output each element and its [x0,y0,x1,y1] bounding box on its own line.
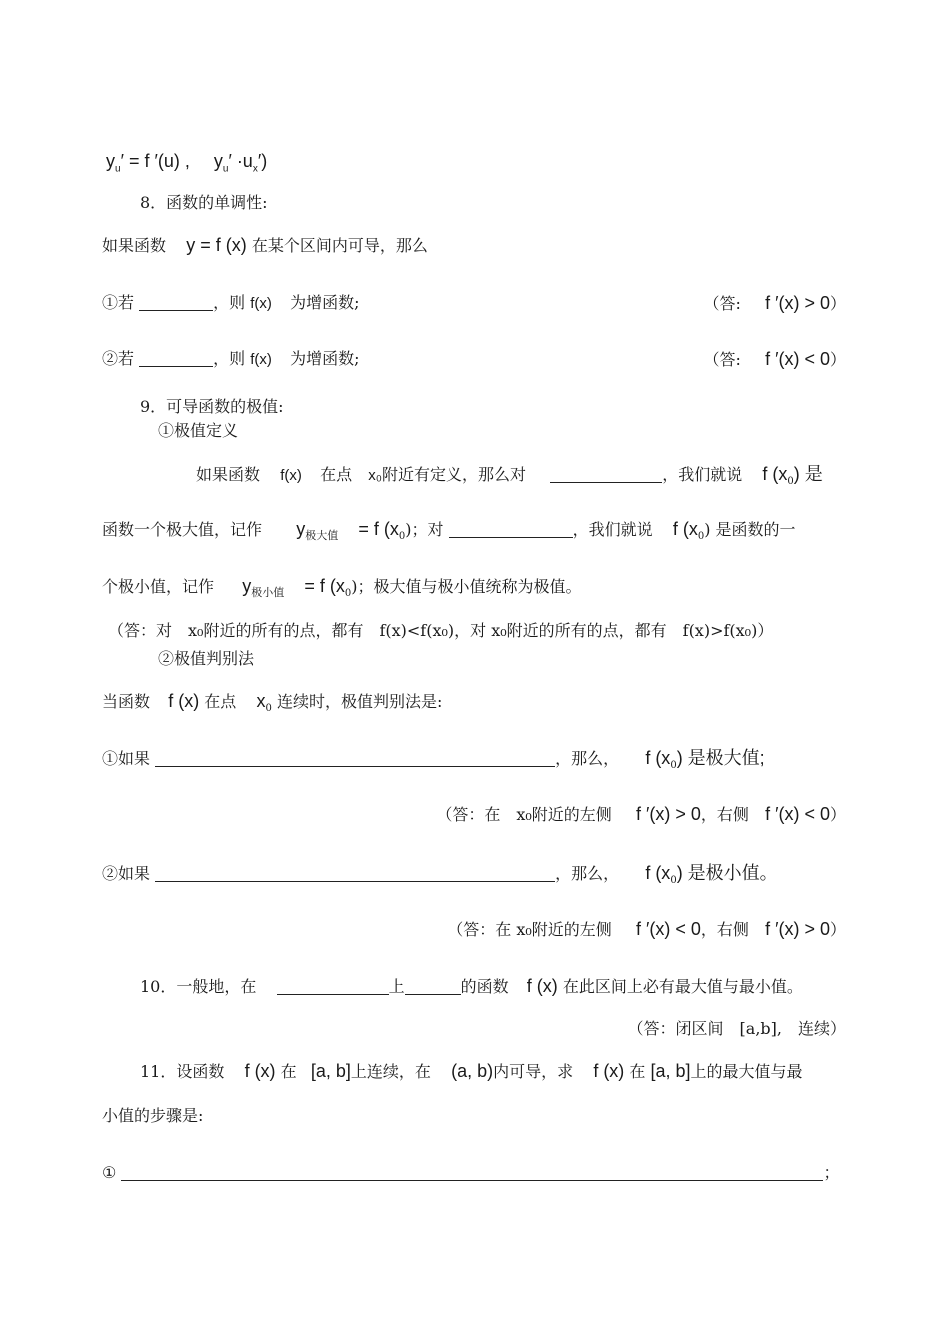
text: 11．设函数 [140,1062,225,1081]
section-10 [140,975,950,998]
formula-part: ′) [257,151,268,171]
text: ，右侧 [700,920,749,939]
section-8-item-1 [102,292,950,315]
formula: x₀ [368,467,382,484]
formula-sub: 0 [265,703,272,715]
section-8-intro [102,234,950,257]
formula: f ′(x) < 0 [636,919,701,939]
text: 为增函数; [290,349,360,368]
text: 连续时，极值判别法是: [276,692,443,711]
formula: f (x [672,519,698,539]
text: ） [829,920,846,939]
text: ) 是函数的一 [704,520,796,539]
formula: f ′(x) > 0 [765,919,830,939]
definition-line-3 [102,575,950,605]
criterion-max [102,747,950,777]
text: 上连续，在 [350,1062,431,1081]
text: ； [823,1163,840,1182]
answer-blank[interactable] [405,978,461,995]
answer-text: （答：闭区间 [a,b], 连续） [627,1019,846,1038]
answer-1 [704,292,847,315]
formula: f (x) [168,691,200,711]
text: 函数一个极大值，记作 [102,520,263,539]
text: 为增函数; [290,293,360,312]
formula: f ′(x) < 0 [765,804,830,824]
definition-line-2 [102,518,950,548]
formula: f ′(x) > 0 [765,293,830,313]
section-9-subtitle-2: ②极值判别法 [158,649,255,668]
formula: f ′(x) > 0 [636,804,701,824]
answer-blank[interactable] [121,1164,823,1181]
section-11 [140,1060,950,1083]
formula: (a, b) [451,1061,494,1081]
answer-blank[interactable] [155,865,555,882]
text: ①若 [102,293,135,312]
text: 如果函数 [102,236,167,255]
text: 10．一般地，在 [140,977,257,996]
formula: f(x) [250,351,272,368]
text: 在点 [204,692,237,711]
formula: = f (x [304,576,345,596]
text: ，右侧 [700,805,749,824]
text: ） [829,294,846,313]
text: ） [829,350,846,369]
answer-label: （答: [703,350,741,369]
text: ②若 [102,349,135,368]
answer-blank[interactable] [155,750,555,767]
text: 在点 [320,465,353,484]
text: 在此区间上必有最大值与最小值。 [562,977,803,996]
section-9-subtitle-1: ①极值定义 [158,421,239,440]
text: 在 [629,1062,646,1081]
text: ，那么， [555,864,620,883]
formula-sub: u [115,163,121,175]
formula-sub: 0 [787,476,794,488]
text: ②如果 [102,864,151,883]
text: 上 [388,977,405,996]
text: 如果函数 [196,465,261,484]
section-8-title: 8．函数的单调性: [140,193,268,212]
section-9-title: 9．可导函数的极值: [140,397,284,416]
definition-answer: （答：对 x₀附近的所有的点，都有 f(x)<f(x₀)，对 x₀附近的所有的点，都有 f(x)>f(x₀)） [108,621,774,640]
formula: y [242,576,252,596]
text: （答：在 x₀附近的左侧 [436,805,612,824]
section-11-cont: 小值的步骤是: [102,1106,204,1125]
text: )；对 [405,520,444,539]
definition-line-1 [196,463,950,493]
formula-sub: u [222,163,229,175]
text: 上的最大值与最 [690,1062,803,1081]
formula: f (x [645,748,671,768]
answer-2 [704,348,847,371]
criterion-min [102,862,950,892]
text: （答：在 x₀附近的左侧 [447,920,612,939]
formula: f (x [762,464,788,484]
formula: x [256,691,266,711]
formula: f ′(x) < 0 [765,349,830,369]
text: 附近有定义，那么对 [382,465,527,484]
formula: ) 是 [793,464,823,484]
formula: f (x) [244,1061,276,1081]
text: ） [829,805,846,824]
chain-rule-formula [106,150,950,181]
answer-blank[interactable] [550,466,662,483]
text: ① [102,1163,117,1182]
text: ，则 [213,293,246,312]
text: 在某个区间内可导，那么 [251,236,428,255]
text: )；极大值与极小值统称为极值。 [351,577,582,596]
text: 当函数 [102,692,151,711]
formula-sub: 0 [697,531,705,543]
answer-blank[interactable] [139,350,213,367]
formula: f (x [645,863,671,883]
formula-part: ′ = f ′(u) , [120,151,190,171]
formula: ) 是极大值; [676,748,765,768]
formula-part: ′ ·u [228,151,253,171]
formula: f(x) [280,467,302,484]
formula: f (x) [593,1061,625,1081]
formula: [a, b] [650,1061,691,1081]
formula-sub: 0 [398,531,406,543]
formula: ) 是极小值。 [676,863,778,883]
text: 在 [280,1062,297,1081]
formula-sub: 0 [670,875,677,887]
formula-sub: 极小值 [251,586,285,600]
text: ，则 [213,349,246,368]
answer-blank[interactable] [139,294,213,311]
formula-part: y [106,151,115,171]
formula-sub: 0 [670,760,677,772]
formula-sub: 极大值 [305,529,339,543]
text: 个极小值，记作 [102,577,215,596]
formula-sub: x [252,163,258,175]
section-8-item-2 [102,348,950,371]
text: 的函数 [460,977,509,996]
formula: y = f (x) [186,235,247,255]
formula: y [296,519,306,539]
answer-label: （答: [703,294,741,313]
answer-blank[interactable] [449,521,573,538]
formula-part: y [213,151,223,171]
formula: f (x) [526,976,558,996]
formula: = f (x [358,519,399,539]
text: ，我们就说 [572,520,653,539]
text: ，那么， [555,749,620,768]
step-1 [102,1162,950,1184]
formula: f(x) [250,295,272,312]
answer-blank[interactable] [277,978,389,995]
formula: [a, b] [310,1061,351,1081]
text: ①如果 [102,749,151,768]
formula-sub: 0 [344,588,352,600]
text: ，我们就说 [662,465,743,484]
criterion-intro [102,690,950,720]
text: 内可导，求 [493,1062,574,1081]
